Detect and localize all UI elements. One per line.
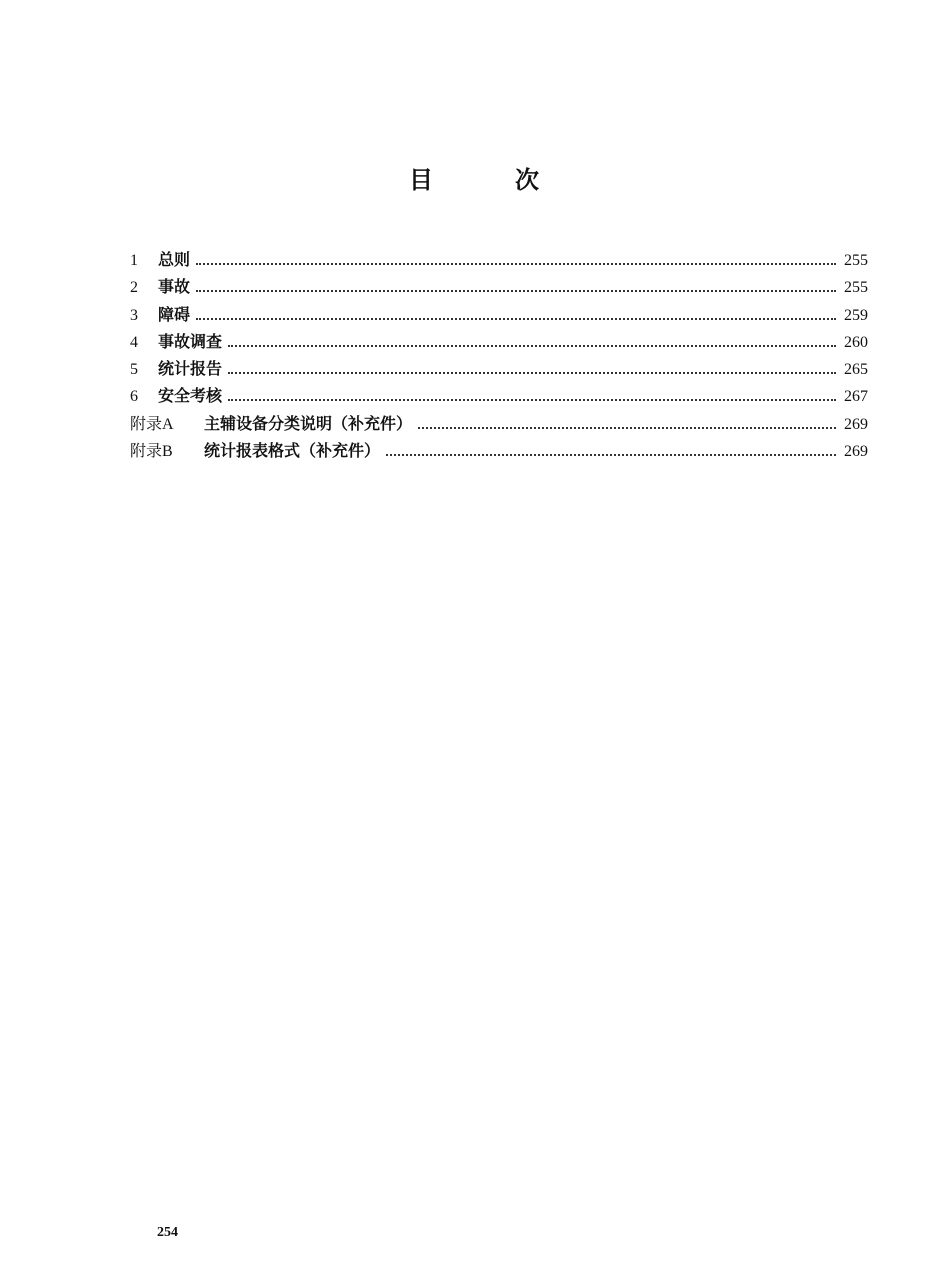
- toc-leader-dots: [196, 263, 836, 265]
- toc-leader-dots: [386, 454, 836, 456]
- toc-entry-label: 统计报表格式（补充件）: [204, 441, 381, 461]
- toc-entry-number: 6: [130, 388, 138, 406]
- toc-entry[interactable]: [130, 328, 868, 355]
- toc-entry[interactable]: [130, 382, 868, 409]
- toc-entry-number: 2: [130, 279, 138, 297]
- toc-leader-dots: [196, 318, 836, 320]
- toc-entry-label: 事故: [158, 277, 191, 297]
- toc-leader-dots: [228, 345, 836, 347]
- toc-entry-label: 主辅设备分类说明（补充件）: [204, 413, 413, 433]
- toc-entry-label: 安全考核: [158, 386, 223, 406]
- toc-entry-page: 260: [844, 333, 868, 351]
- title-char-2: 次: [515, 166, 541, 194]
- toc-entry-page: 255: [844, 252, 868, 269]
- toc-entry[interactable]: [130, 246, 868, 273]
- toc-entry-page: 267: [844, 388, 868, 406]
- toc-entry-number: 附录A: [130, 415, 174, 433]
- toc-entry-label: 统计报告: [158, 359, 223, 379]
- toc-leader-dots: [228, 399, 836, 401]
- toc-leader-dots: [418, 427, 836, 429]
- page-title: [0, 160, 950, 195]
- toc-entry-number: 3: [130, 306, 138, 324]
- toc-entry-page: 265: [844, 361, 868, 379]
- toc-entry-page: 269: [844, 443, 868, 461]
- toc-entry-number: 4: [130, 333, 138, 351]
- toc-entry-page: 255: [844, 279, 868, 297]
- toc-entry-label: 总则: [158, 250, 191, 269]
- toc-entry[interactable]: [130, 273, 868, 300]
- toc-leader-dots: [228, 372, 836, 374]
- toc-entry-label: 事故调查: [158, 331, 223, 351]
- toc-entry-number: 1: [130, 252, 138, 269]
- table-of-contents: [130, 246, 868, 464]
- page-number: 254: [157, 1225, 178, 1240]
- toc-entry-number: 附录B: [130, 443, 173, 461]
- toc-entry-page: 269: [844, 415, 868, 433]
- toc-leader-dots: [196, 290, 836, 292]
- toc-entry[interactable]: [130, 355, 868, 382]
- toc-entry-number: 5: [130, 361, 138, 379]
- toc-entry-page: 259: [844, 306, 868, 324]
- toc-entry-appendix[interactable]: [130, 410, 868, 437]
- title-char-1: 目: [409, 166, 435, 194]
- toc-entry[interactable]: [130, 301, 868, 328]
- toc-entry-appendix[interactable]: [130, 437, 868, 464]
- toc-entry-label: 障碍: [158, 304, 191, 324]
